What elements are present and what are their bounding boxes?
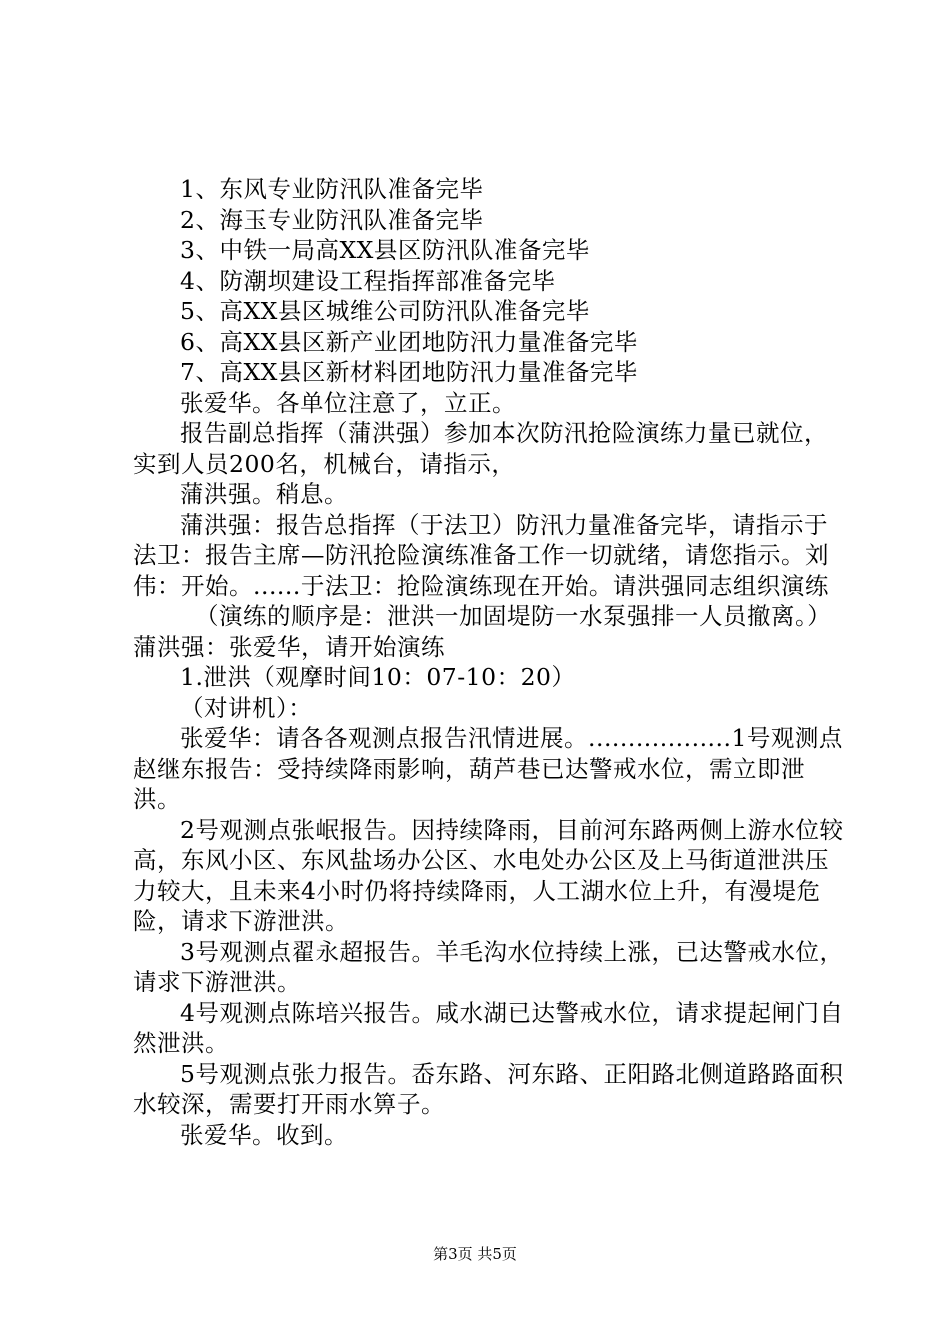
list-item-6: 6、高XX县区新产业团地防汛力量准备完毕: [180, 327, 638, 356]
paragraph-observation-1: 张爱华：请各各观测点报告汛情进展。..................1号观测点赵继东报告：受持续降雨影响，葫芦巷已达警戒水位，需立即泄洪。: [133, 724, 843, 813]
page-number-label: 第3页 共5页: [433, 1245, 517, 1263]
paragraph-drill-order: （演练的顺序是：泄洪一加固堤防一水泵强排一人员撤离。）蒲洪强：张爱华，请开始演练: [133, 602, 832, 661]
list-item-1: 1、东风专业防汛队准备完毕: [180, 175, 484, 203]
paragraph-report-commander: 蒲洪强：报告总指挥（于法卫）防汛力量准备完毕，请指示于法卫：报告主席—防汛抢险演练准备工作一切就绪，请您指示。刘伟：开始。......于法卫：抢险演练现在开始。请洪强同志组织演练: [133, 510, 829, 600]
list-item-4: 4、防潮坝建设工程指挥部准备完毕: [180, 266, 556, 295]
paragraph-attention: 张爱华。各单位注意了，立正。: [180, 388, 516, 417]
list-item-7: 7、高XX县区新材料团地防汛力量准备完毕: [180, 358, 638, 386]
page-footer: [0, 1244, 950, 1264]
paragraph-observation-4: 4号观测点陈培兴报告。咸水湖已达警戒水位，请求提起闸门自然泄洪。: [133, 998, 844, 1057]
paragraph-observation-5: 5号观测点张力报告。岙东路、河东路、正阳路北侧道路路面积水较深，需要打开雨水箅子。: [133, 1059, 844, 1118]
section-heading-flood-discharge: 1.泄洪（观摩时间10：07-10：20）: [180, 663, 576, 691]
list-item-5: 5、高XX县区城维公司防汛队准备完毕: [180, 297, 590, 325]
list-item-2: 2、海玉专业防汛队准备完毕: [180, 205, 484, 234]
paragraph-walkie-talkie: （对讲机）：: [180, 693, 313, 722]
paragraph-observation-3: 3号观测点翟永超报告。羊毛沟水位持续上涨，已达警戒水位，请求下游泄洪。: [133, 937, 844, 996]
paragraph-received: 张爱华。收到。: [180, 1120, 348, 1149]
paragraph-at-ease: 蒲洪强。稍息。: [180, 480, 348, 508]
document-body: [133, 174, 845, 1150]
list-item-3: 3、中铁一局高XX县区防汛队准备完毕: [180, 236, 590, 264]
paragraph-observation-2: 2号观测点张岷报告。因持续降雨，目前河东路两侧上游水位较高，东风小区、东风盐场办公区、水电处办公区及上马街道泄洪压力较大，且未来4小时仍将持续降雨，人工湖水位上升，有漫堤危险，请求下游泄洪。: [133, 815, 844, 935]
paragraph-report-deputy: 报告副总指挥（蒲洪强）参加本次防汛抢险演练力量已就位，实到人员200名，机械台，请指示，: [133, 419, 828, 478]
